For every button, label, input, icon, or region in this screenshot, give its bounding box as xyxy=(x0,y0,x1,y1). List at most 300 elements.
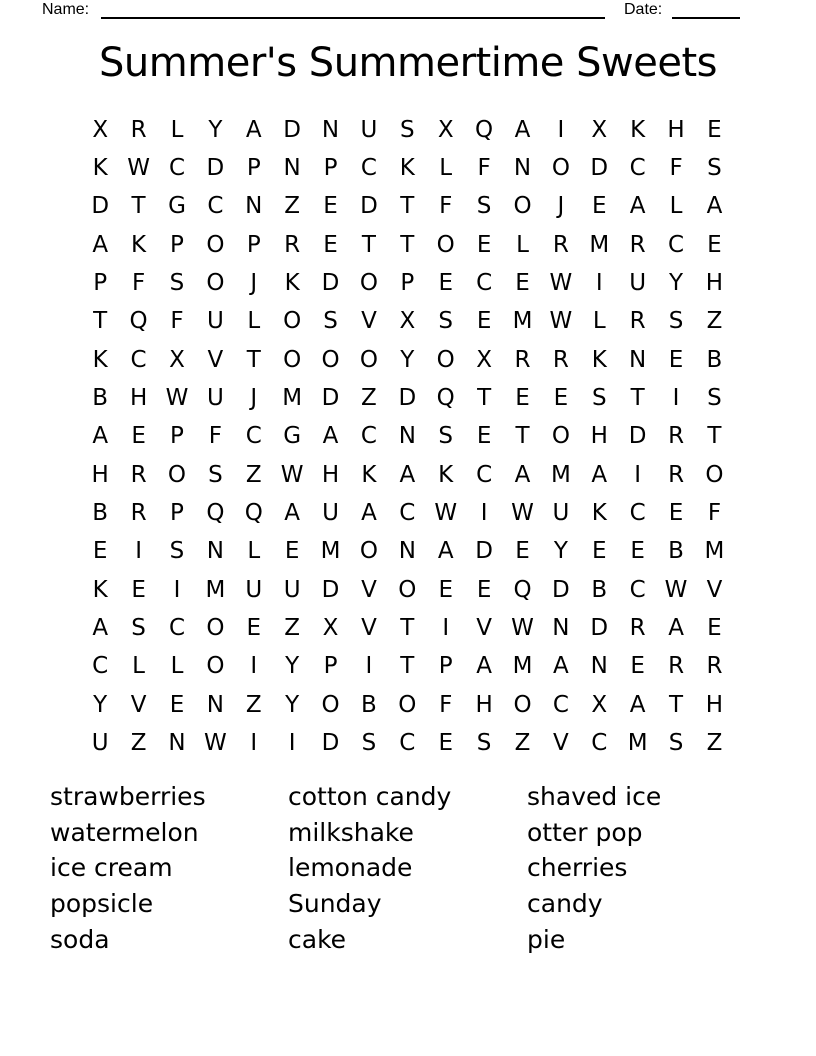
word-list-item: Sunday xyxy=(288,889,382,919)
grid-letter: R xyxy=(706,653,723,680)
grid-letter: A xyxy=(399,461,416,488)
grid-letter: E xyxy=(438,270,453,297)
word-list-item: cherries xyxy=(527,853,628,883)
grid-letter: F xyxy=(477,155,491,182)
grid-letter: W xyxy=(549,270,573,297)
name-label: Name: xyxy=(42,1,90,18)
grid-letter: C xyxy=(629,576,646,603)
grid-letter: C xyxy=(360,155,377,182)
grid-letter: Y xyxy=(208,116,223,143)
grid-letter: W xyxy=(664,576,688,603)
grid-letter: W xyxy=(203,730,227,757)
grid-letter: U xyxy=(206,308,224,335)
grid-letter: X xyxy=(476,346,492,373)
grid-letter: K xyxy=(591,346,607,373)
grid-letter: K xyxy=(361,461,377,488)
grid-letter: M xyxy=(512,308,533,335)
grid-letter: O xyxy=(398,691,417,718)
grid-letter: T xyxy=(131,193,146,220)
grid-letter: A xyxy=(514,116,531,143)
grid-letter: O xyxy=(206,615,225,642)
grid-letter: M xyxy=(320,538,341,565)
grid-letter: J xyxy=(250,270,258,297)
grid-letter: E xyxy=(438,730,453,757)
grid-letter: V xyxy=(130,691,147,718)
grid-letter: K xyxy=(399,155,415,182)
grid-letter: J xyxy=(557,193,565,220)
grid-letter: E xyxy=(515,385,530,412)
grid-letter: P xyxy=(246,155,261,182)
grid-letter: E xyxy=(92,538,108,565)
grid-letter: E xyxy=(515,270,530,297)
grid-letter: O xyxy=(705,461,724,488)
grid-letter: R xyxy=(284,231,301,258)
grid-letter: B xyxy=(361,691,377,718)
grid-letter: S xyxy=(707,155,722,182)
grid-letter: N xyxy=(206,538,224,565)
grid-letter: Q xyxy=(475,116,494,143)
grid-letter: E xyxy=(476,231,492,258)
grid-letter: B xyxy=(92,500,109,527)
grid-letter: O xyxy=(513,691,532,718)
grid-letter: K xyxy=(630,116,646,143)
grid-letter: L xyxy=(592,308,606,335)
grid-letter: V xyxy=(361,576,377,603)
grid-letter: D xyxy=(283,116,301,143)
word-list-item: milkshake xyxy=(288,817,414,847)
grid-letter: S xyxy=(400,116,415,143)
word-list-item: cotton candy xyxy=(288,782,452,811)
grid-letter: L xyxy=(247,538,261,565)
grid-letter: N xyxy=(245,193,263,220)
grid-letter: I xyxy=(595,270,603,297)
word-list-column xyxy=(288,779,527,958)
grid-letter: E xyxy=(284,538,300,565)
grid-letter: C xyxy=(92,653,109,680)
grid-letter: A xyxy=(629,193,646,220)
word-list-item: otter pop xyxy=(527,817,643,847)
grid-letter: O xyxy=(359,538,378,565)
grid-letter: Y xyxy=(400,346,415,373)
word-list-item: ice cream xyxy=(50,853,173,883)
grid-letter: E xyxy=(553,385,569,412)
grid-letter: S xyxy=(169,538,185,565)
name-fill-line xyxy=(101,17,605,19)
grid-letter: N xyxy=(513,155,532,182)
grid-letter: R xyxy=(668,423,685,450)
grid-letter: X xyxy=(92,116,109,143)
grid-letter: S xyxy=(323,308,338,335)
word-list-item: soda xyxy=(50,924,110,954)
grid-letter: A xyxy=(591,461,608,488)
grid-letter: M xyxy=(550,461,571,488)
grid-letter: W xyxy=(511,615,534,642)
grid-letter: D xyxy=(552,576,570,603)
grid-letter: D xyxy=(398,385,417,412)
grid-letter: S xyxy=(476,730,492,757)
date-label: Date: xyxy=(624,1,663,18)
grid-letter: T xyxy=(400,615,415,642)
grid-letter: W xyxy=(549,308,573,335)
grid-letter: D xyxy=(91,193,110,220)
grid-letter: T xyxy=(93,308,108,335)
grid-letter: Q xyxy=(129,308,148,335)
grid-letter: W xyxy=(165,385,189,412)
grid-letter: E xyxy=(131,576,146,603)
grid-letter: O xyxy=(321,346,340,373)
grid-letter: E xyxy=(438,576,453,603)
grid-letter: F xyxy=(439,193,453,220)
grid-letter: C xyxy=(207,193,224,220)
grid-letter: K xyxy=(92,155,108,182)
grid-letter: O xyxy=(359,346,378,373)
grid-letter: F xyxy=(707,500,722,527)
grid-letter: W xyxy=(434,500,458,527)
grid-letter: T xyxy=(630,385,645,412)
grid-letter: U xyxy=(206,385,224,412)
word-list-item: shaved ice xyxy=(527,782,662,811)
grid-letter: L xyxy=(132,653,145,680)
grid-letter: E xyxy=(246,615,262,642)
grid-letter: S xyxy=(438,423,454,450)
grid-letter: R xyxy=(514,346,531,373)
grid-letter: U xyxy=(91,730,109,757)
grid-letter: Y xyxy=(93,691,108,718)
grid-letter: D xyxy=(628,423,647,450)
grid-letter: C xyxy=(629,155,646,182)
grid-letter: E xyxy=(476,576,492,603)
grid-letter: L xyxy=(170,653,184,680)
grid-letter: I xyxy=(557,116,565,143)
grid-letter: V xyxy=(361,615,377,642)
grid-letter: D xyxy=(321,576,340,603)
grid-letter: Z xyxy=(706,308,723,335)
grid-letter: C xyxy=(168,615,185,642)
grid-letter: U xyxy=(245,576,263,603)
grid-letter: S xyxy=(361,730,377,757)
grid-letter: O xyxy=(283,346,302,373)
grid-letter: Q xyxy=(436,385,455,412)
grid-letter: V xyxy=(361,308,377,335)
grid-letter: T xyxy=(400,193,415,220)
grid-letter: O xyxy=(359,270,378,297)
grid-letter: E xyxy=(707,231,722,258)
grid-letter: L xyxy=(170,116,184,143)
grid-letter: P xyxy=(246,231,261,258)
grid-letter: F xyxy=(439,691,453,718)
grid-letter: O xyxy=(436,346,455,373)
grid-letter: N xyxy=(398,538,416,565)
grid-letter: D xyxy=(590,615,609,642)
grid-letter: B xyxy=(668,538,684,565)
grid-letter: U xyxy=(629,270,647,297)
grid-letter: S xyxy=(208,461,223,488)
grid-letter: O xyxy=(283,308,302,335)
word-list-item: strawberries xyxy=(50,782,206,811)
grid-letter: N xyxy=(590,653,608,680)
grid-letter: P xyxy=(323,155,338,182)
grid-letter: O xyxy=(206,231,225,258)
grid-letter: S xyxy=(131,615,146,642)
grid-letter: I xyxy=(250,653,258,680)
grid-letter: M xyxy=(627,730,648,757)
grid-letter: F xyxy=(669,155,683,182)
grid-letter: G xyxy=(283,423,302,450)
grid-letter: V xyxy=(706,576,723,603)
grid-letter: D xyxy=(360,193,378,220)
grid-letter: R xyxy=(130,116,147,143)
grid-letter: E xyxy=(668,346,684,373)
grid-letter: Q xyxy=(244,500,263,527)
grid-letter: K xyxy=(438,461,454,488)
grid-letter: X xyxy=(437,116,454,143)
grid-letter: I xyxy=(672,385,680,412)
grid-letter: Z xyxy=(130,730,147,757)
grid-letter: S xyxy=(476,193,492,220)
grid-letter: Q xyxy=(513,576,532,603)
grid-letter: Z xyxy=(284,193,301,220)
grid-letter: N xyxy=(552,615,570,642)
grid-letter: C xyxy=(476,270,493,297)
word-list-item: watermelon xyxy=(50,817,199,847)
grid-letter: H xyxy=(590,423,608,450)
grid-letter: H xyxy=(475,691,493,718)
grid-letter: O xyxy=(551,423,570,450)
grid-letter: O xyxy=(206,653,225,680)
grid-letter: J xyxy=(250,385,258,412)
grid-letter: D xyxy=(475,538,493,565)
grid-letter: O xyxy=(167,461,187,488)
grid-letter: W xyxy=(280,461,304,488)
grid-letter: A xyxy=(706,193,723,220)
grid-letter: A xyxy=(514,461,531,488)
grid-letter: I xyxy=(634,461,642,488)
grid-letter: H xyxy=(129,385,148,412)
grid-letter: C xyxy=(399,500,416,527)
grid-letter: W xyxy=(511,500,534,527)
grid-letter: Z xyxy=(245,691,262,718)
grid-letter: B xyxy=(706,346,723,373)
grid-letter: F xyxy=(208,423,222,450)
grid-letter: E xyxy=(707,116,722,143)
grid-letter: Z xyxy=(284,615,301,642)
grid-letter: R xyxy=(629,615,646,642)
grid-letter: S xyxy=(169,270,185,297)
grid-letter: C xyxy=(552,691,569,718)
grid-letter: I xyxy=(365,653,373,680)
grid-letter: C xyxy=(668,231,685,258)
grid-letter: T xyxy=(361,231,376,258)
grid-letter: H xyxy=(705,270,724,297)
grid-letter: T xyxy=(246,346,261,373)
grid-letter: Z xyxy=(514,730,531,757)
grid-letter: T xyxy=(400,231,415,258)
grid-letter: D xyxy=(321,730,340,757)
grid-letter: M xyxy=(589,231,610,258)
grid-letter: O xyxy=(436,231,455,258)
grid-letter: V xyxy=(553,730,569,757)
grid-letter: R xyxy=(668,461,685,488)
grid-letter: K xyxy=(92,346,108,373)
grid-letter: T xyxy=(669,691,684,718)
grid-letter: B xyxy=(92,385,109,412)
grid-letter: M xyxy=(512,653,533,680)
grid-letter: S xyxy=(668,730,684,757)
grid-letter: U xyxy=(283,576,301,603)
grid-letter: A xyxy=(92,231,109,258)
word-list-item: pie xyxy=(527,924,566,954)
grid-letter: L xyxy=(439,155,453,182)
grid-letter: D xyxy=(321,385,340,412)
grid-letter: A xyxy=(92,615,109,642)
grid-letter: S xyxy=(668,308,684,335)
grid-letter: X xyxy=(322,615,339,642)
grid-letter: C xyxy=(591,730,608,757)
grid-letter: L xyxy=(247,308,261,335)
grid-letter: V xyxy=(476,615,492,642)
grid-letter: H xyxy=(705,691,724,718)
grid-letter: E xyxy=(476,423,492,450)
grid-letter: E xyxy=(476,308,492,335)
grid-letter: T xyxy=(707,423,722,450)
grid-letter: R xyxy=(629,231,646,258)
grid-letter: A xyxy=(284,500,301,527)
grid-letter: S xyxy=(707,385,722,412)
grid-letter: C xyxy=(168,155,185,182)
grid-letter: P xyxy=(438,653,453,680)
grid-letter: O xyxy=(513,193,532,220)
puzzle-title: Summer's Summertime Sweets xyxy=(99,40,717,86)
grid-letter: I xyxy=(480,500,488,527)
grid-letter: Y xyxy=(285,691,300,718)
grid-letter: A xyxy=(476,653,492,680)
word-list-item: popsicle xyxy=(50,889,154,919)
grid-letter: P xyxy=(170,423,184,450)
grid-letter: L xyxy=(669,193,683,220)
grid-letter: A xyxy=(322,423,339,450)
grid-letter: X xyxy=(591,691,608,718)
grid-letter: I xyxy=(173,576,181,603)
grid-letter: Q xyxy=(206,500,225,527)
grid-letter: S xyxy=(438,308,454,335)
grid-letter: N xyxy=(398,423,416,450)
grid-letter: M xyxy=(205,576,226,603)
grid-letter: E xyxy=(668,500,684,527)
grid-letter: I xyxy=(442,615,450,642)
grid-letter: D xyxy=(206,155,225,182)
grid-letter: R xyxy=(552,231,569,258)
grid-letter: E xyxy=(630,653,645,680)
grid-letter: A xyxy=(437,538,454,565)
grid-letter: R xyxy=(130,500,147,527)
grid-letter: T xyxy=(515,423,530,450)
grid-letter: R xyxy=(130,461,147,488)
grid-letter: R xyxy=(629,308,646,335)
grid-letter: C xyxy=(245,423,262,450)
grid-letter: Y xyxy=(285,653,300,680)
grid-letter: X xyxy=(399,308,416,335)
grid-letter: H xyxy=(667,116,685,143)
grid-letter: N xyxy=(629,346,647,373)
grid-letter: U xyxy=(322,500,339,527)
grid-letter: P xyxy=(323,653,338,680)
word-list-item: lemonade xyxy=(288,853,413,883)
grid-letter: E xyxy=(592,538,607,565)
grid-letter: C xyxy=(629,500,646,527)
grid-letter: Z xyxy=(706,730,723,757)
grid-letter: N xyxy=(168,730,186,757)
grid-letter: H xyxy=(91,461,109,488)
grid-letter: N xyxy=(321,116,340,143)
grid-letter: T xyxy=(400,653,415,680)
grid-letter: V xyxy=(207,346,224,373)
grid-letter: A xyxy=(361,500,377,527)
grid-letter: L xyxy=(516,231,529,258)
grid-letter: S xyxy=(591,385,607,412)
grid-letter: U xyxy=(360,116,378,143)
grid-letter: G xyxy=(168,193,186,220)
grid-letter: A xyxy=(92,423,109,450)
grid-letter: X xyxy=(169,346,185,373)
grid-letter: M xyxy=(282,385,303,412)
grid-letter: A xyxy=(245,116,262,143)
grid-letter: X xyxy=(591,116,608,143)
grid-letter: N xyxy=(206,691,224,718)
letter-grid xyxy=(81,111,734,763)
grid-letter: E xyxy=(592,193,607,220)
grid-letter: F xyxy=(131,270,146,297)
grid-letter: K xyxy=(92,576,108,603)
word-list-column xyxy=(50,779,288,958)
grid-letter: B xyxy=(591,576,608,603)
grid-letter: P xyxy=(170,231,184,258)
grid-letter: O xyxy=(398,576,417,603)
date-fill-line xyxy=(672,17,740,19)
grid-letter: W xyxy=(127,155,150,182)
grid-letter: O xyxy=(321,691,340,718)
grid-letter: K xyxy=(131,231,147,258)
word-list xyxy=(50,779,661,958)
grid-letter: T xyxy=(477,385,492,412)
grid-letter: A xyxy=(668,615,684,642)
grid-letter: U xyxy=(552,500,570,527)
grid-letter: C xyxy=(130,346,147,373)
grid-letter: R xyxy=(668,653,685,680)
grid-letter: D xyxy=(590,155,609,182)
grid-letter: Z xyxy=(245,461,262,488)
grid-letter: C xyxy=(360,423,377,450)
grid-letter: E xyxy=(515,538,530,565)
grid-letter: Y xyxy=(553,538,568,565)
grid-letter: I xyxy=(250,730,258,757)
grid-letter: D xyxy=(321,270,340,297)
grid-letter: C xyxy=(476,461,493,488)
grid-letter: E xyxy=(707,615,722,642)
grid-letter: I xyxy=(135,538,142,565)
grid-letter: Z xyxy=(361,385,377,412)
grid-letter: E xyxy=(323,231,338,258)
grid-letter: E xyxy=(630,538,645,565)
word-list-item: cake xyxy=(288,924,347,954)
grid-letter: I xyxy=(288,730,296,757)
grid-letter: K xyxy=(591,500,607,527)
grid-letter: R xyxy=(552,346,569,373)
grid-letter: P xyxy=(400,270,415,297)
grid-letter: P xyxy=(170,500,184,527)
grid-letter: E xyxy=(169,691,185,718)
word-list-column xyxy=(527,779,661,958)
grid-letter: C xyxy=(399,730,416,757)
